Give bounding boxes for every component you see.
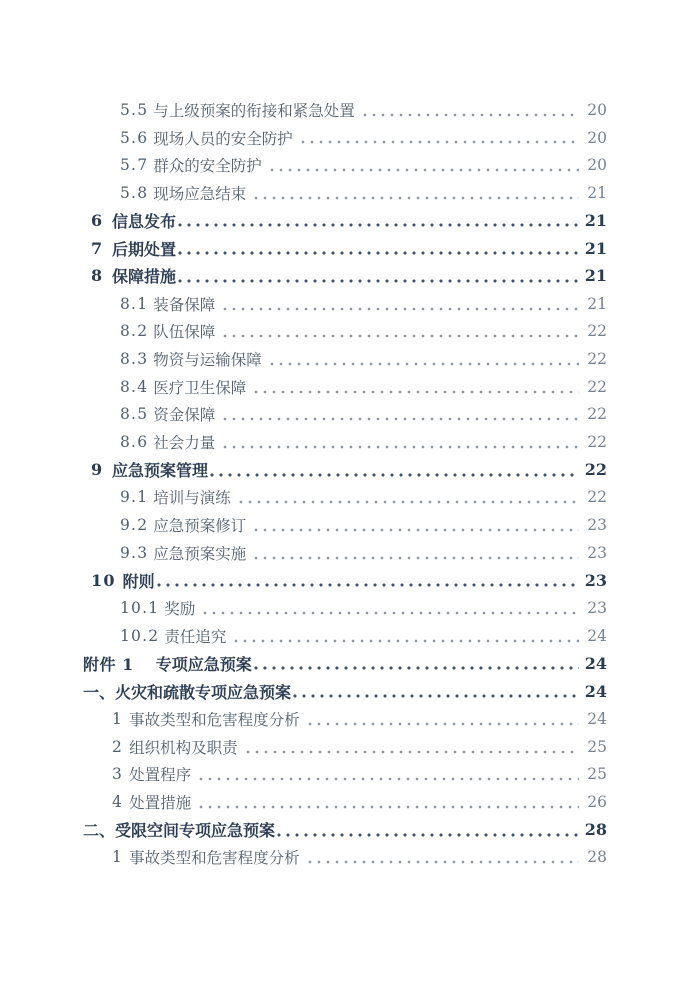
toc-entry-page: 26: [587, 793, 607, 812]
toc-entry[interactable]: [83, 179, 607, 207]
toc-entry-number: 8.6: [120, 433, 149, 452]
toc-dot-leader: [308, 721, 579, 727]
toc-dot-leader: [308, 859, 579, 865]
toc-entry-page: 22: [587, 405, 607, 424]
toc-entry-title: 信息发布: [112, 212, 177, 232]
toc-entry-number: 8.5: [120, 405, 149, 424]
toc-entry-page: 22: [587, 433, 607, 452]
toc-entry-title: 装备保障: [153, 295, 216, 314]
toc-entry-number: 3: [112, 765, 124, 784]
toc-entry-page: 23: [587, 599, 607, 618]
toc-entry[interactable]: [83, 428, 607, 456]
toc-entry-page: 20: [587, 100, 607, 119]
toc-dot-leader: [254, 527, 579, 533]
toc-entry[interactable]: [83, 151, 607, 179]
toc-entry-number: 1: [112, 848, 124, 867]
toc-entry-title: 奖励: [164, 600, 196, 619]
toc-entry-page: 20: [587, 128, 607, 147]
toc-entry-number: 9.1: [120, 488, 149, 507]
toc-entry-number: 8.3: [120, 350, 149, 369]
toc-entry[interactable]: [83, 567, 607, 595]
toc-entry[interactable]: [83, 622, 607, 650]
toc-entry-title: 责任追究: [164, 627, 227, 646]
toc-entry-number: 7: [91, 238, 104, 258]
toc-entry-number: 6: [91, 211, 104, 231]
toc-dot-leader: [199, 776, 579, 782]
toc-entry-page: 24: [587, 626, 607, 645]
toc-entry-page: 24: [584, 681, 607, 701]
toc-entry[interactable]: [83, 761, 607, 789]
toc-entry-page: 22: [587, 377, 607, 396]
toc-dot-leader: [210, 472, 579, 478]
toc-entry-title: 物资与运输保障: [153, 351, 262, 370]
toc-entry-page: 25: [587, 765, 607, 784]
toc-entry[interactable]: [83, 650, 607, 678]
toc-entry-number: 5.6: [120, 128, 149, 147]
toc-entry-title: 群众的安全防护: [153, 157, 262, 176]
toc-entry[interactable]: [83, 788, 607, 816]
toc-entry-number: 9: [91, 460, 104, 480]
toc-entry-title: 应急预案修订: [153, 517, 247, 536]
toc-entry[interactable]: [83, 96, 607, 124]
toc-dot-leader: [293, 693, 579, 699]
toc-entry-number: 附件 1: [83, 655, 134, 675]
toc-dot-leader: [199, 804, 579, 810]
toc-entry-number: 1: [112, 709, 124, 728]
toc-entry-title: 资金保障: [153, 406, 216, 425]
toc-entry-page: 22: [587, 322, 607, 341]
toc-entry-number: 9.3: [120, 543, 149, 562]
toc-entry-title: 社会力量: [153, 434, 216, 453]
toc-entry-number: 8.2: [120, 322, 149, 341]
toc-entry[interactable]: [83, 816, 607, 844]
toc-entry[interactable]: [83, 318, 607, 346]
toc-entry[interactable]: [83, 290, 607, 318]
toc-entry-title: 事故类型和危害程度分析: [129, 710, 300, 729]
toc-entry-title: 事故类型和危害程度分析: [129, 849, 300, 868]
toc-entry[interactable]: [83, 511, 607, 539]
toc-entry-title: 队伍保障: [153, 323, 216, 342]
toc-entry[interactable]: [83, 539, 607, 567]
toc-entry-title: 处置程序: [129, 766, 192, 785]
toc-entry-number: 2: [112, 737, 124, 756]
toc-entry-page: 28: [587, 848, 607, 867]
toc-entry-number: 8.1: [120, 294, 149, 313]
toc-dot-leader: [239, 499, 579, 505]
toc-entry-title: 附则: [122, 572, 155, 592]
toc-entry-page: 21: [584, 238, 607, 258]
toc-entry-page: 28: [584, 820, 607, 840]
toc-entry-title: 应急预案实施: [153, 544, 247, 563]
toc-entry-number: 5.7: [120, 156, 149, 175]
toc-dot-leader: [223, 416, 579, 422]
toc-dot-leader: [203, 610, 579, 616]
toc-dot-leader: [178, 278, 579, 284]
toc-entry[interactable]: [83, 484, 607, 512]
toc-entry-number: 一、: [83, 682, 116, 702]
toc-entry-title: 现场人员的安全防护: [153, 129, 293, 148]
toc-dot-leader: [270, 167, 579, 173]
toc-entry[interactable]: [83, 677, 607, 705]
toc-entry-number: 5.8: [120, 183, 149, 202]
toc-entry-page: 21: [584, 266, 607, 286]
toc-entry-number: 4: [112, 793, 124, 812]
toc-entry-number: 10: [91, 571, 116, 591]
toc-dot-leader: [254, 389, 579, 395]
toc-dot-leader: [363, 112, 579, 118]
toc-entry[interactable]: [83, 594, 607, 622]
toc-entry-number: 5.5: [120, 100, 149, 119]
toc-entry[interactable]: [83, 456, 607, 484]
toc-dot-leader: [178, 250, 579, 256]
toc-entry-title: 与上级预案的衔接和紧急处置: [153, 101, 355, 120]
toc-entry-number: 10.2: [120, 626, 160, 645]
toc-entry[interactable]: [83, 124, 607, 152]
toc-dot-leader: [178, 222, 579, 228]
toc-entry-page: 22: [587, 350, 607, 369]
toc-entry[interactable]: [83, 844, 607, 872]
toc-entry-number: 二、: [83, 821, 116, 841]
toc-dot-leader: [277, 832, 579, 838]
toc-entry-title: 处置措施: [129, 794, 192, 813]
toc-entry-title: 现场应急结束: [153, 184, 247, 203]
toc-entry-title: 保障措施: [112, 267, 177, 287]
toc-dot-leader: [157, 582, 579, 588]
toc-entry-page: 22: [587, 488, 607, 507]
toc-entry-page: 21: [587, 183, 607, 202]
toc-entry-title: 组织机构及职责: [129, 738, 238, 757]
toc-dot-leader: [234, 638, 579, 644]
toc-entry-page: 24: [587, 709, 607, 728]
toc-entry-title: 培训与演练: [153, 489, 231, 508]
toc-entry-page: 21: [587, 294, 607, 313]
toc-entry[interactable]: [83, 234, 607, 262]
toc-entry-page: 25: [587, 737, 607, 756]
toc-dot-leader: [254, 555, 579, 561]
toc-entry-page: 23: [587, 516, 607, 535]
toc-entry-title: 应急预案管理: [112, 461, 209, 481]
table-of-contents: [83, 96, 607, 871]
toc-entry-title: 后期处置: [112, 239, 177, 259]
toc-entry[interactable]: [83, 207, 607, 235]
toc-dot-leader: [254, 195, 579, 201]
toc-entry-page: 22: [584, 460, 607, 480]
toc-dot-leader: [254, 665, 579, 671]
toc-entry-number: 8.4: [120, 377, 149, 396]
toc-entry[interactable]: [83, 373, 607, 401]
toc-entry-number: 9.2: [120, 516, 149, 535]
toc-dot-leader: [223, 333, 579, 339]
toc-entry-page: 23: [587, 543, 607, 562]
toc-entry[interactable]: [83, 733, 607, 761]
toc-dot-leader: [223, 306, 579, 312]
toc-entry-title: 受限空间专项应急预案: [115, 821, 276, 841]
toc-entry-number: 10.1: [120, 599, 160, 618]
toc-entry-title: 医疗卫生保障: [153, 378, 247, 397]
toc-entry[interactable]: [83, 345, 607, 373]
toc-entry[interactable]: [83, 401, 607, 429]
toc-entry-title: 专项应急预案: [155, 655, 252, 675]
toc-entry-page: 24: [584, 654, 607, 674]
toc-entry[interactable]: [83, 262, 607, 290]
toc-dot-leader: [223, 444, 579, 450]
toc-entry[interactable]: [83, 705, 607, 733]
toc-dot-leader: [270, 361, 579, 367]
toc-dot-leader: [301, 139, 579, 145]
toc-dot-leader: [246, 749, 579, 755]
toc-entry-page: 20: [587, 156, 607, 175]
toc-entry-page: 23: [584, 571, 607, 591]
toc-entry-page: 21: [584, 211, 607, 231]
toc-entry-title: 火灾和疏散专项应急预案: [115, 682, 292, 702]
toc-entry-number: 8: [91, 266, 104, 286]
